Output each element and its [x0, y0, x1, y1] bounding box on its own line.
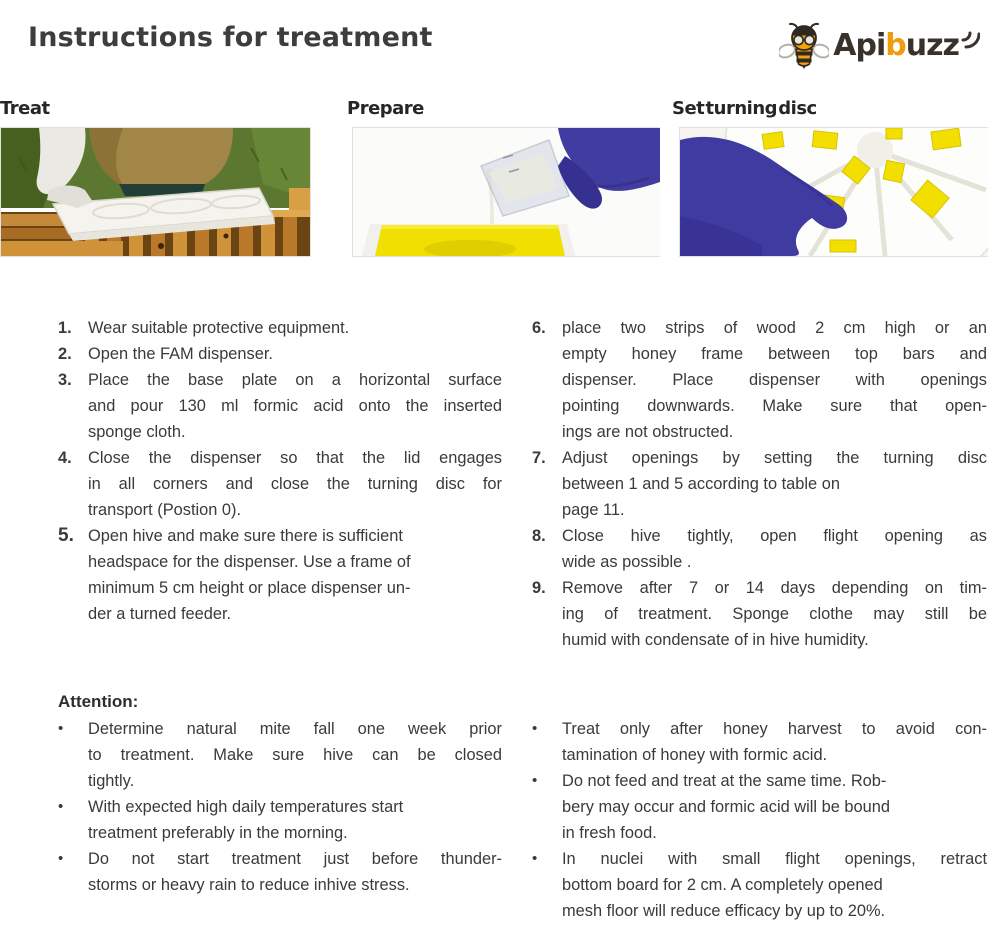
text-line: Do not start treatment just before thunder- [88, 850, 502, 868]
text-line: ing of treatment. Sponge clothe may still be [562, 605, 987, 623]
step-item [532, 315, 987, 445]
text-line: in all corners and close the turning disc for [88, 475, 502, 493]
text-line: dispenser. Place dispenser with openings [562, 371, 987, 389]
step-text [562, 716, 987, 768]
treat-photo [0, 127, 311, 257]
step-text [88, 445, 502, 523]
text-line: Determine natural mite fall one week prior [88, 720, 502, 738]
step-item [532, 445, 987, 523]
step-item [58, 367, 502, 445]
step-number: 5. [58, 525, 74, 546]
step-text [88, 367, 502, 445]
step-number: 2. [58, 345, 72, 363]
text-line: to treatment. Make sure hive can be closed [88, 746, 502, 764]
bullet-dot: • [58, 720, 64, 737]
bullet-dot: • [532, 850, 538, 867]
text-line: in fresh food. [562, 824, 657, 842]
step-number: 6. [532, 319, 546, 337]
text-line: empty honey frame between top bars and [562, 345, 987, 363]
step-text [88, 523, 502, 627]
text-line: Treat only after honey harvest to avoid con- [562, 720, 987, 738]
step-text [562, 768, 987, 846]
text-line: sponge cloth. [88, 423, 186, 441]
text-line: Adjust openings by setting the turning disc [562, 449, 987, 467]
step-text [88, 846, 502, 898]
text-line: humid with condensate of in hive humidity. [562, 631, 869, 649]
bullet-item [58, 716, 502, 794]
bullet-item [532, 768, 987, 846]
step-text [562, 445, 987, 523]
step-number: 9. [532, 579, 546, 597]
attention-left [58, 688, 502, 898]
step-text [562, 523, 987, 575]
text-line: bottom board for 2 cm. A completely opened [562, 876, 883, 894]
apibuzz-logo [779, 18, 980, 72]
text-line: Open the FAM dispenser. [88, 345, 273, 363]
step-number: 8. [532, 527, 546, 545]
prepare-photo [352, 127, 660, 257]
step-text [88, 315, 502, 341]
text-line: transport (Postion 0). [88, 501, 242, 519]
text-line: In nuclei with small flight openings, retract [562, 850, 987, 868]
section-heading-treat: Treat [0, 98, 50, 119]
text-line: and pour 130 ml formic acid onto the inserted [88, 397, 502, 415]
text-line: Close hive tightly, open flight opening as [562, 527, 987, 545]
section-heading-turning-disc: Set turning disc [672, 98, 817, 119]
bullet-item [532, 716, 987, 768]
steps-list-left [58, 315, 502, 627]
text-line: Wear suitable protective equipment. [88, 319, 350, 337]
step-item [532, 575, 987, 653]
section-turning-disc [672, 98, 988, 257]
step-item [58, 341, 502, 367]
text-line: page 11. [562, 501, 625, 519]
bullet-dot: • [532, 772, 538, 789]
text-line: Remove after 7 or 14 days depending on tim- [562, 579, 987, 597]
step-text [562, 315, 987, 445]
text-line: mesh floor will reduce efficacy by up to 20%. [562, 902, 886, 920]
step-item [58, 523, 502, 627]
step-number: 3. [58, 371, 72, 389]
step-item [532, 523, 987, 575]
text-line: Close the dispenser so that the lid engages [88, 449, 502, 467]
text-line: treatment preferably in the morning. [88, 824, 348, 842]
text-line: With expected high daily temperatures start [88, 798, 404, 816]
step-text [88, 794, 502, 846]
attention-heading: Attention: [58, 692, 139, 711]
step-number: 4. [58, 449, 72, 467]
text-line: pointing downwards. Make sure that open- [562, 397, 987, 415]
attention-bullets-left [58, 716, 502, 898]
text-line: headspace for the dispenser. Use a frame of [88, 553, 411, 571]
bullet-dot: • [58, 798, 64, 815]
page-title: Instructions for treatment [28, 22, 433, 53]
bee-icon [779, 20, 829, 70]
step-text [88, 716, 502, 794]
bullet-dot: • [532, 720, 538, 737]
text-line: Place the base plate on a horizontal surface [88, 371, 502, 389]
bullet-dot: • [58, 850, 64, 867]
step-text [562, 846, 987, 924]
buzz-waves-icon [960, 25, 980, 49]
text-line: storms or heavy rain to reduce inhive stress. [88, 876, 410, 894]
step-number: 1. [58, 319, 72, 337]
step-text [88, 341, 502, 367]
text-line: der a turned feeder. [88, 605, 232, 623]
text-line: tamination of honey with formic acid. [562, 746, 828, 764]
text-line: bery may occur and formic acid will be bound [562, 798, 890, 816]
text-line: Do not feed and treat at the same time. Rob- [562, 772, 887, 790]
text-line: Open hive and make sure there is sufficient [88, 527, 403, 545]
text-line: between 1 and 5 according to table on [562, 475, 840, 493]
steps-list-right [532, 315, 987, 653]
turning-disc-photo [679, 127, 988, 257]
attention-right [532, 716, 987, 924]
text-line: place two strips of wood 2 cm high or an [562, 319, 987, 337]
bullet-item [532, 846, 987, 924]
section-treat [0, 98, 311, 257]
text-line: ings are not obstructed. [562, 423, 734, 441]
step-text [562, 575, 987, 653]
bullet-item [58, 846, 502, 898]
text-line: minimum 5 cm height or place dispenser un- [88, 579, 411, 597]
bullet-item [58, 794, 502, 846]
step-item [58, 315, 502, 341]
step-number: 7. [532, 449, 546, 467]
step-item [58, 445, 502, 523]
brand-wordmark: Apibuzz [833, 27, 959, 63]
section-prepare [347, 98, 660, 257]
text-line: tightly. [88, 772, 135, 790]
section-heading-prepare: Prepare [347, 98, 424, 119]
text-line: wide as possible . [562, 553, 692, 571]
